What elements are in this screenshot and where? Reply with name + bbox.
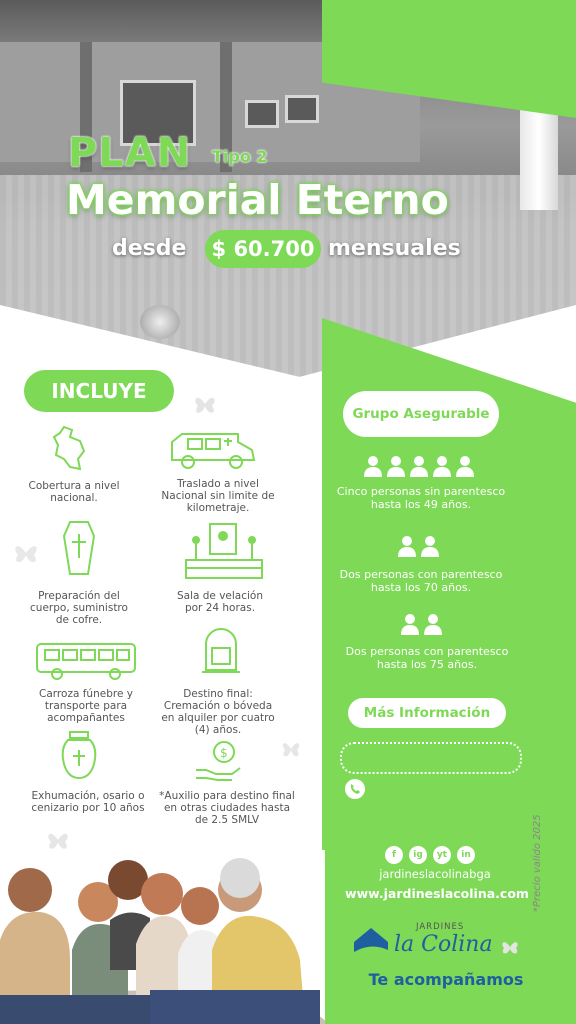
plan-name: Memorial Eterno (66, 176, 449, 224)
feature-text: Sala de velación por 24 horas. (176, 590, 264, 614)
feature-text: Cobertura a nivel nacional. (28, 480, 120, 504)
feature-text: Traslado a nivel Nacional sin limite de kilometraje. (161, 478, 275, 514)
price-suffix: mensuales (328, 236, 461, 261)
slogan-line-1: Te acompañamos (368, 970, 524, 989)
feature-text: *Auxilio para destino final en otras ciudades hasta de 2.5 SMLV (159, 790, 295, 826)
velation-room-icon (182, 520, 266, 582)
group-rule-text: Dos personas con parentesco hasta los 70 años. (339, 568, 503, 594)
facebook-icon[interactable]: f (385, 846, 403, 864)
family-photo (0, 850, 325, 1024)
instagram-icon[interactable]: ig (409, 846, 427, 864)
tombstone-icon (200, 628, 242, 676)
price-validity-note (528, 800, 548, 920)
feature-text: Carroza fúnebre y transporte para acompañantes (39, 688, 133, 724)
building-window (245, 100, 279, 128)
plan-type: Tipo 2 (212, 147, 268, 166)
people-icon (363, 455, 475, 479)
feature-text: Exhumación, osario o cenizario por 10 años (31, 790, 145, 814)
la-colina-logo-icon (354, 928, 388, 962)
whatsapp-icon[interactable] (344, 778, 366, 800)
butterfly-icon (12, 540, 40, 566)
people-icon (400, 613, 444, 637)
linkedin-icon[interactable]: in (457, 846, 475, 864)
flower-bouquet (140, 305, 180, 339)
svg-text:$: $ (220, 746, 228, 760)
price-prefix: desde (112, 236, 187, 261)
urn-icon (58, 730, 100, 782)
butterfly-icon (280, 738, 302, 760)
brand-name: la Colina (394, 932, 493, 957)
contact-number-field[interactable] (340, 742, 522, 774)
colombia-map-icon (50, 425, 88, 473)
group-rule-text: Cinco personas sin parentesco hasta los 49 años. (336, 485, 506, 511)
more-info-button[interactable]: Más Información (348, 698, 506, 728)
feature-text: Destino final: Cremación o bóveda en alquiler por cuatro (4) años. (161, 688, 275, 736)
money-hand-icon (194, 740, 242, 782)
price-badge: $ 60.700 (205, 230, 321, 268)
butterfly-icon (192, 392, 218, 416)
includes-title: INCLUYE (24, 370, 174, 412)
coffin-icon (62, 520, 96, 576)
hearse-icon (168, 430, 258, 472)
people-icon (397, 535, 441, 559)
youtube-icon[interactable]: yt (433, 846, 451, 864)
slogan-line-2: desde el corazón (374, 992, 518, 1010)
social-links (385, 846, 475, 864)
butterfly-icon (500, 938, 520, 956)
butterfly-icon (45, 828, 71, 852)
building-window (285, 95, 319, 123)
insured-group-title: Grupo Asegurable (343, 391, 499, 437)
price-validity-text: *Precio valido 2025 (532, 814, 543, 912)
feature-text: Preparación del cuerpo, suministro de cofre. (30, 590, 128, 626)
social-handle[interactable]: jardineslacolinabga (379, 867, 491, 881)
brand-prefix: JARDINES (416, 922, 465, 932)
website-link[interactable]: www.jardineslacolina.com (345, 886, 529, 901)
group-rule-text: Dos personas con parentesco hasta los 75 años. (345, 645, 509, 671)
bus-icon (35, 640, 139, 682)
plan-title: PLAN (68, 130, 192, 176)
